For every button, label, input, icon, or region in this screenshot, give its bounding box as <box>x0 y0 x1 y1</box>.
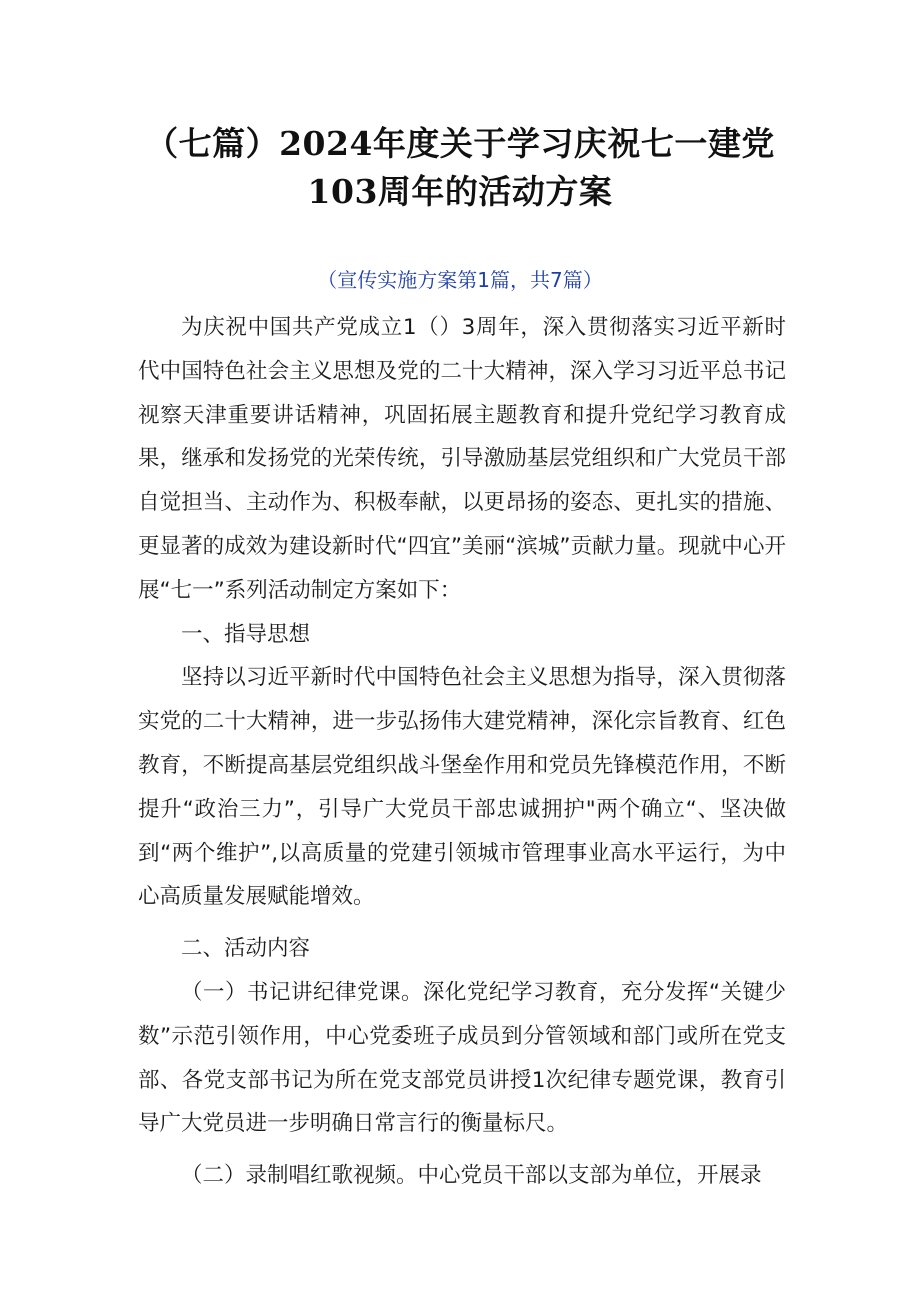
activity-item-2-paragraph: （二）录制唱红歌视频。中心党员干部以支部为单位，开展录 <box>181 1163 762 1189</box>
guiding-ideology-paragraph: 坚持以习近平新时代中国特色社会主义思想为指导，深入贯彻落实党的二十大精神，进一步弘扬伟大建党精神，深化宗旨教育、红色教育，不断提高基层党组织战斗堡垒作用和党员先锋模范作用，不断提升“政治三力”，引导广大党员干部忠诚拥护"两个确立“、坚决做到“两个维护”,以高质量的党建引领城市管理事业高水平运行，为中心高质量发展赋能增效。 <box>138 665 786 910</box>
document-title-line-2: 103周年的活动方案 <box>307 172 613 211</box>
section-heading-guiding-ideology: 一、指导思想 <box>181 621 311 647</box>
activity-item-1-paragraph: （一）书记讲纪律党课。深化党纪学习教育，充分发挥“关键少数”示范引领作用，中心党委班子成员到分管领域和部门或所在党支部、各党支部书记为所在党支部党员讲授1次纪律专题党课，教育引导广大党员进一步明确日常言行的衡量标尺。 <box>138 979 786 1137</box>
intro-paragraph: 为庆祝中国共产党成立1（）3周年，深入贯彻落实习近平新时代中国特色社会主义思想及党的二十大精神，深入学习习近平总书记视察天津重要讲话精神，巩固拓展主题教育和提升党纪学习教育成果，继承和发扬党的光荣传统，引导激励基层党组织和广大党员干部自觉担当、主动作为、积极奉献，以更昂扬的姿态、更扎实的措施、更显著的成效为建设新时代“四宜”美丽“滨城”贡献力量。现就中心开展“七一”系列活动制定方案如下： <box>138 315 786 603</box>
document-title-line-1: （七篇）2024年度关于学习庆祝七一建党 <box>145 124 775 163</box>
section-heading-activities: 二、活动内容 <box>181 936 311 962</box>
document-body <box>138 306 786 1198</box>
document-subtitle: （宣传实施方案第1篇，共7篇） <box>317 268 603 292</box>
